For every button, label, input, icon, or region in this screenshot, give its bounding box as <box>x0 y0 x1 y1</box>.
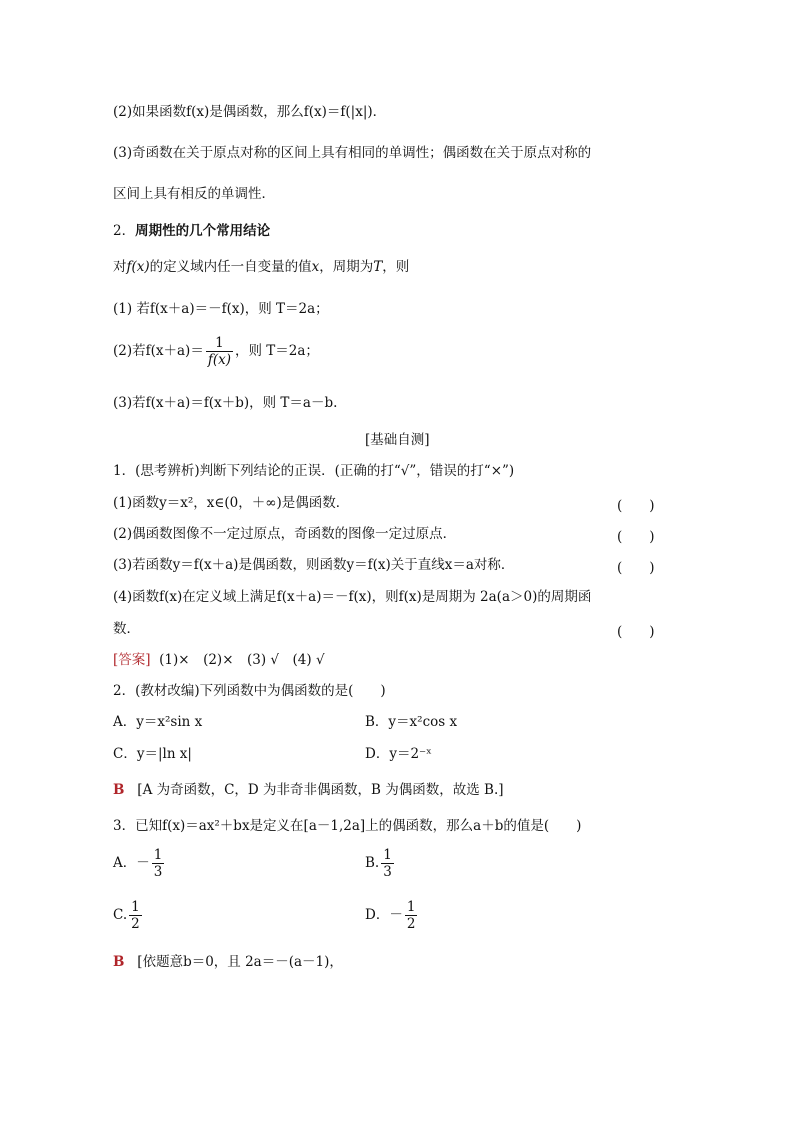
section-heading <box>113 222 270 240</box>
option-label: B. <box>365 855 380 871</box>
text-line: (3)若f(x＋a)＝f(x＋b)，则 T＝a－b. <box>113 395 338 411</box>
text-line <box>113 335 319 368</box>
intro-x: x <box>311 259 320 275</box>
answer-line <box>113 651 325 669</box>
option-label: D．－ <box>365 907 403 923</box>
question-stem: 2．(教材改编)下列函数中为偶函数的是( ) <box>113 683 386 699</box>
fraction <box>152 847 165 880</box>
answer-letter: B <box>113 954 125 970</box>
option-a: A．y＝x²sin x <box>113 714 203 730</box>
question-item: 数． <box>113 621 140 637</box>
fraction <box>206 335 233 368</box>
answer-text: (1)× (2)× (3) √ (4) √ <box>159 652 325 668</box>
fraction-denominator: 2 <box>131 916 140 932</box>
fraction <box>405 899 418 932</box>
intro-a: 对 <box>113 259 127 275</box>
heading-text: 周期性的几个常用结论 <box>135 223 271 239</box>
fraction-numerator: 1 <box>206 335 233 352</box>
question-item: (2)偶函数图像不一定过原点，奇函数的图像一定过原点． <box>113 526 457 542</box>
intro-T: T <box>373 259 383 275</box>
option-c <box>113 899 144 932</box>
answer-explanation: [依题意b＝0，且 2a＝－(a－1)， <box>137 954 343 970</box>
fraction-numerator: 1 <box>131 899 140 915</box>
option-b: B．y＝x²cos x <box>365 714 458 730</box>
answer-letter: B <box>113 782 125 798</box>
fraction-numerator: 1 <box>153 847 163 863</box>
text-line: 区间上具有相反的单调性． <box>113 186 275 202</box>
option-a <box>113 847 166 880</box>
fraction-denominator: 2 <box>406 916 416 932</box>
answer-line <box>113 953 343 971</box>
section-title: [基础自测] <box>365 432 430 448</box>
question-item: (4)函数f(x)在定义域上满足f(x＋a)＝－f(x)，则f(x)是周期为 2a(a＞0)的周期函 <box>113 589 592 605</box>
option-d: D．y＝2⁻ˣ <box>365 746 432 762</box>
answer-paren: ( ) <box>617 624 655 640</box>
option-b <box>365 847 396 880</box>
fraction-denominator: f(x) <box>207 352 231 368</box>
question-item: (3)若函数y＝f(x＋a)是偶函数，则函数y＝f(x)关于直线x＝a对称． <box>113 557 515 573</box>
fraction-numerator: 1 <box>383 847 392 863</box>
fraction-denominator: 3 <box>383 864 392 880</box>
answer-paren: ( ) <box>617 529 655 545</box>
item2-pre: (2)若f(x＋a)＝ <box>113 343 204 359</box>
fraction-numerator: 1 <box>406 899 416 915</box>
answer-line <box>113 781 504 799</box>
intro-fx: f(x) <box>126 259 150 275</box>
fraction <box>381 847 394 880</box>
text-line: (3)奇函数在关于原点对称的区间上具有相同的单调性；偶函数在关于原点对称的 <box>113 145 592 161</box>
option-label: A．－ <box>113 855 150 871</box>
text-line: (2)如果函数f(x)是偶函数，那么f(x)＝f(|x|)． <box>113 104 387 120</box>
option-label: C. <box>113 907 128 923</box>
question-stem: 3．已知f(x)＝ax²＋bx是定义在[a－1,2a]上的偶函数，那么a＋b的值是( ) <box>113 818 582 834</box>
text-line <box>113 258 409 276</box>
answer-paren: ( ) <box>617 560 655 576</box>
item2-post: ，则 T＝2a； <box>234 343 319 359</box>
option-d <box>365 899 419 932</box>
option-c: C．y＝|ln x| <box>113 746 192 762</box>
intro-d: ，则 <box>382 259 410 275</box>
answer-tag: [答案] <box>113 652 151 668</box>
fraction <box>129 899 142 932</box>
question-stem: 1．(思考辨析)判断下列结论的正误．(正确的打“√”，错误的打“×”) <box>113 463 515 479</box>
intro-c: ，周期为 <box>319 259 374 275</box>
answer-paren: ( ) <box>617 498 655 514</box>
text-line: (1) 若f(x＋a)＝－f(x)，则 T＝2a； <box>113 301 329 317</box>
fraction-denominator: 3 <box>153 864 163 880</box>
intro-b: 的定义域内任一自变量的值 <box>149 259 312 275</box>
heading-number: 2． <box>113 223 136 239</box>
question-item: (1)函数y＝x²，x∈(0，＋∞)是偶函数． <box>113 495 350 511</box>
answer-explanation: [A 为奇函数，C，D 为非奇非偶函数，B 为偶函数，故选 B.] <box>137 782 504 798</box>
